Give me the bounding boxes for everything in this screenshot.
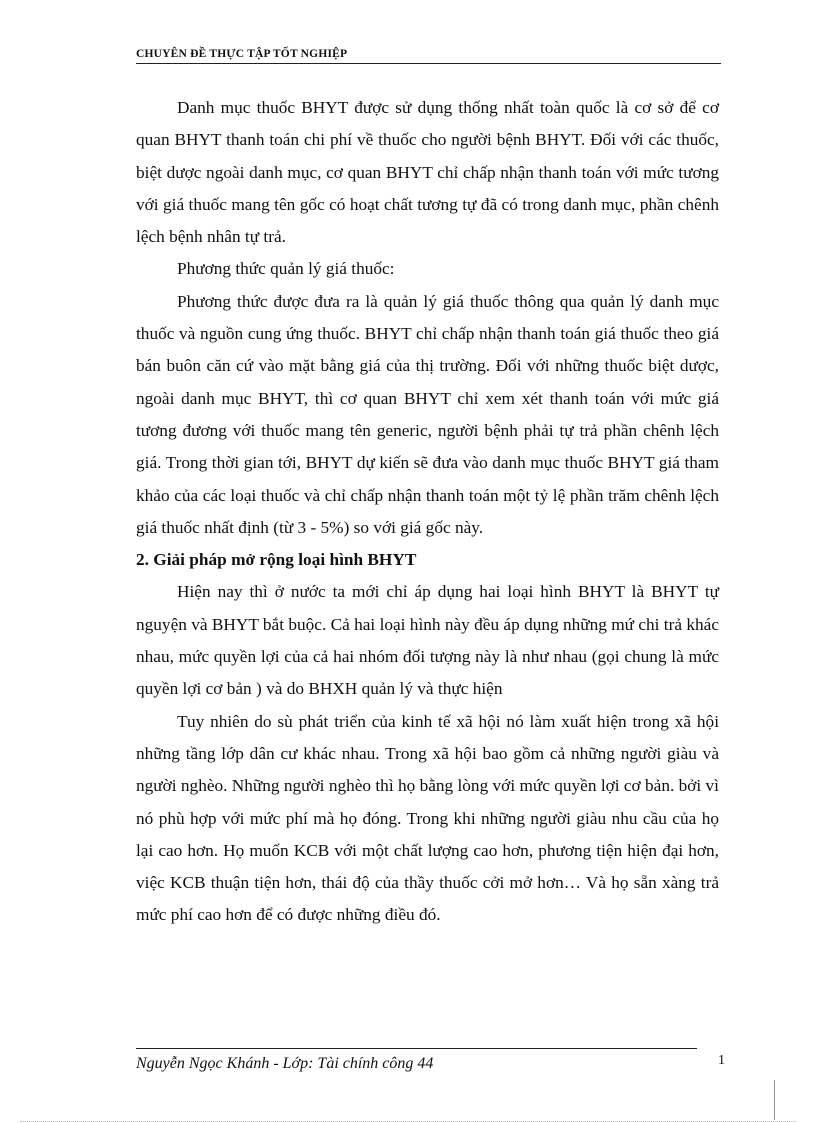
page-number: 1: [718, 1053, 725, 1068]
paragraph-3: Phương thức được đưa ra là quản lý giá thuốc thông qua quản lý danh mục thuốc và nguồn cung ứng thuốc. BHYT chỉ chấp nhận thanh toán giá thuốc theo giá bán buôn căn cứ vào mặt bằng giá của thị trường. Đối với những thuốc biệt dược, ngoài danh mục BHYT, thì cơ quan BHYT chỉ xem xét thanh toán với mức giá tương đương với thuốc mang tên generic, người bệnh phải tự trả phần chênh lệch giá. Trong thời gian tới, BHYT dự kiến sẽ đưa vào danh mục thuốc BHYT giá tham khảo của các loại thuốc và chỉ chấp nhận thanh toán một tỷ lệ phần trăm chênh lệch giá thuốc nhất định (từ 3 - 5%) so với giá gốc này.: [136, 291, 719, 537]
paragraph-5: Tuy nhiên do sù phát triển của kinh tế xã hội nó làm xuất hiện trong xã hội những tầng lớp dân cư khác nhau. Trong xã hội bao gồm cả những người giàu và người nghèo. Những người nghèo thì họ bằng lòng với mức quyền lợi cơ bản. bởi vì nó phù hợp với mức phí mà họ đóng. Trong khi những người giàu nhu cầu của họ lại cao hơn. Họ muốn KCB với một chất lượng cao hơn, phương tiện hiện đại hơn, việc KCB thuận tiện hơn, thái độ của thầy thuốc cởi mở hơn… Và họ sẵn xàng trả mức phí cao hơn để có được những điều đó.: [136, 711, 719, 925]
header-title: CHUYÊN ĐỀ THỰC TẬP TỐT NGHIỆP: [136, 48, 348, 60]
section-heading: 2. Giải pháp mở rộng loại hình BHYT: [136, 550, 417, 570]
body-text: [136, 92, 719, 932]
paragraph-1: Danh mục thuốc BHYT được sử dụng thống nhất toàn quốc là cơ sở để cơ quan BHYT thanh toán chi phí về thuốc cho người bệnh BHYT. Đối với các thuốc, biệt dược ngoài danh mục, cơ quan BHYT chỉ chấp nhận thanh toán với mức tương với giá thuốc mang tên gốc có hoạt chất tương tự đã có trong danh mục, phần chênh lệch bệnh nhân tự trả.: [136, 98, 719, 247]
paragraph-4: Hiện nay thì ở nước ta mới chỉ áp dụng hai loại hình BHYT là BHYT tự nguyện và BHYT bắt buộc. Cả hai loại hình này đều áp dụng những mứ chi trả khác nhau, mức quyền lợi của cả hai nhóm đối tượng này là như nhau (gọi chung là mức quyền lợi cơ bản ) và do BHXH quản lý và thực hiện: [136, 582, 719, 699]
margin-line: [774, 1080, 775, 1120]
footer-author: Nguyễn Ngọc Khánh - Lớp: Tài chính công 44: [136, 1055, 434, 1072]
page-header: [136, 48, 721, 64]
footer-divider: [136, 1048, 697, 1049]
paragraph-2: Phương thức quản lý giá thuốc:: [177, 259, 395, 279]
page-bottom-edge: [20, 1121, 796, 1122]
